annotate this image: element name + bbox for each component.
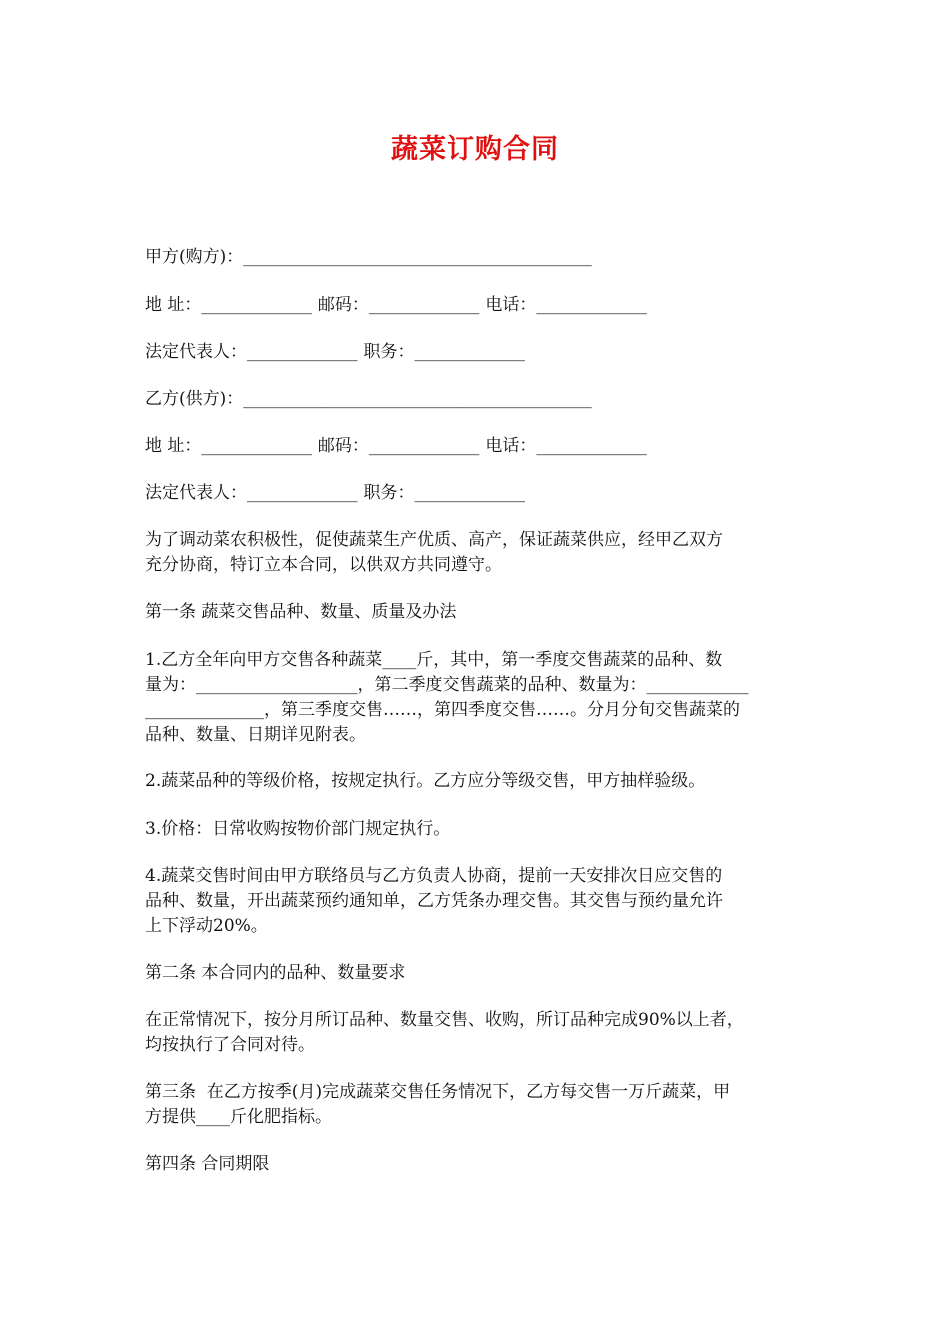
article4-heading: 第四条 合同期限 bbox=[145, 1154, 270, 1174]
party-b-line: 乙方(供方)：_________________________________________ bbox=[145, 389, 592, 409]
intro-paragraph: 为了调动菜农积极性，促使蔬菜生产优质、高产，保证蔬菜供应，经甲乙双方 充分协商，特订立本合同，以供双方共同遵守。 bbox=[145, 530, 723, 575]
article2-heading: 第二条 本合同内的品种、数量要求 bbox=[145, 963, 406, 983]
party-a-postcode: 邮码：_____________ bbox=[317, 295, 480, 315]
party-b-rep-row bbox=[145, 481, 815, 505]
document-title: 蔬菜订购合同 bbox=[391, 134, 559, 165]
article1-heading: 第一条 蔬菜交售品种、数量、质量及办法 bbox=[145, 602, 457, 622]
party-b-address: 地 址：_____________ bbox=[145, 436, 312, 456]
party-a-rep: 法定代表人：_____________ bbox=[145, 342, 358, 362]
party-a-rep-row bbox=[145, 340, 815, 364]
party-b-rep: 法定代表人：_____________ bbox=[145, 483, 358, 503]
party-a-address: 地 址：_____________ bbox=[145, 295, 312, 315]
article2-text: 在正常情况下，按分月所订品种、数量交售、收购，所订品种完成90%以上者， 均按执行了合同对待。 bbox=[145, 1010, 744, 1055]
party-a-contact-row bbox=[145, 293, 815, 317]
clause-4: 4.蔬菜交售时间由甲方联络员与乙方负责人协商，提前一天安排次日应交售的 品种、数量，开出蔬菜预约通知单，乙方凭条办理交售。其交售与预约量允许 上下浮动20%。 bbox=[145, 866, 723, 936]
party-b-position: 职务：_____________ bbox=[363, 483, 525, 503]
party-a-phone: 电话：_____________ bbox=[485, 295, 647, 315]
party-a-line: 甲方(购方)：_________________________________________ bbox=[145, 247, 592, 267]
clause-1: 1.乙方全年向甲方交售各种蔬菜____斤，其中，第一季度交售蔬菜的品种、数 量为：___________________，第二季度交售蔬菜的品种、数量为：____________ ______________，第三季度交售……，第四季度交售……。分月分旬交售蔬菜的 品种、数量、日期详见附表。 bbox=[145, 650, 749, 745]
clause-2: 2.蔬菜品种的等级价格，按规定执行。乙方应分等级交售，甲方抽样验级。 bbox=[145, 771, 706, 791]
party-b-phone: 电话：_____________ bbox=[485, 436, 647, 456]
party-b-contact-row bbox=[145, 434, 815, 458]
article3-text: 第三条 在乙方按季(月)完成蔬菜交售任务情况下，乙方每交售一万斤蔬菜，甲 方提供____斤化肥指标。 bbox=[145, 1082, 731, 1127]
clause-3: 3.价格：日常收购按物价部门规定执行。 bbox=[145, 819, 451, 839]
party-b-postcode: 邮码：_____________ bbox=[317, 436, 480, 456]
party-a-position: 职务：_____________ bbox=[363, 342, 525, 362]
